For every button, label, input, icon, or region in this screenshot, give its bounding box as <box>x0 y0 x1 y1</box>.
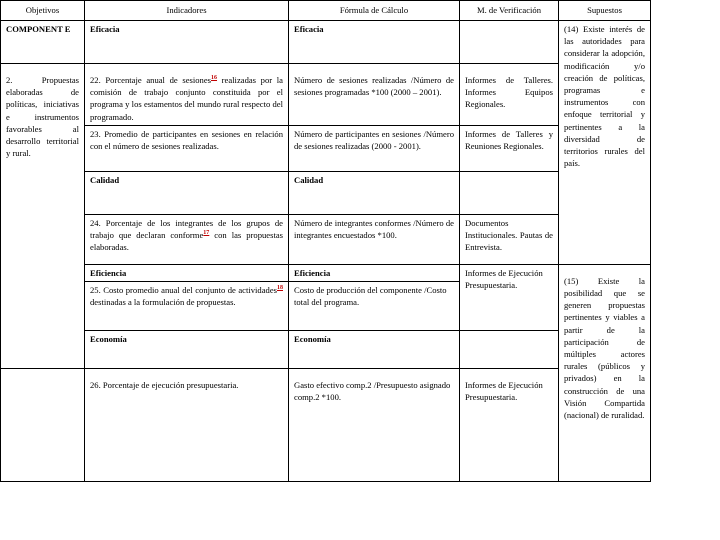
empty-cell <box>460 21 559 64</box>
header-row <box>1 1 651 21</box>
indicator-26 <box>85 369 289 482</box>
table-row <box>1 125 651 171</box>
formula-22 <box>289 64 460 126</box>
verification-22-text: Informes de Talleres. Informes Equipos Regionales. <box>465 75 553 110</box>
header-objetivos: Objetivos <box>1 1 85 21</box>
header-formula: Fórmula de Cálculo <box>289 1 460 21</box>
indicator-24 <box>85 214 289 264</box>
indicator-25-text: 25. Costo promedio anual del conjunto de actividades <box>90 285 277 296</box>
table-row <box>1 264 651 281</box>
section-economia-indicator: Economía <box>85 331 289 369</box>
table-row <box>1 64 651 126</box>
empty-cell <box>460 171 559 214</box>
component-description <box>1 64 85 369</box>
section-economia-formula: Economía <box>289 331 460 369</box>
indicator-24-text-post: con las propuestas elaboradas. <box>90 230 283 253</box>
supuesto-14: (14) Existe interés de las autoridades para considerar la adopción, modificación y/o creación de políticas, programas e instrumentos con enfoque territorial y pertinentes a la diversidad de territorios rurales del país. <box>559 21 651 265</box>
section-calidad-formula: Calidad <box>289 171 460 214</box>
verification-26-text: Informes de Ejecución Presupuestaria. <box>465 380 543 403</box>
verification-24: Documentos Institucionales. Pautas de Entrevista. <box>460 214 559 264</box>
section-eficacia-formula: Eficacia <box>289 21 460 64</box>
section-eficiencia-formula: Eficiencia <box>289 264 460 281</box>
table-row <box>1 331 651 369</box>
header-verificacion: M. de Verificación <box>460 1 559 21</box>
formula-26 <box>289 369 460 482</box>
header-supuestos: Supuestos <box>559 1 651 21</box>
empty-objective-cell <box>1 369 85 482</box>
verification-25: Informes de Ejecución Presupuestaria. <box>460 264 559 330</box>
formula-24: Número de integrantes conformes /Número de integrantes encuestados *100. <box>289 214 460 264</box>
indicator-26-text: 26. Porcentaje de ejecución presupuestaria. <box>90 380 239 391</box>
table-row <box>1 171 651 214</box>
section-calidad-indicator: Calidad <box>85 171 289 214</box>
supuesto-15 <box>559 264 651 481</box>
verification-26 <box>460 369 559 482</box>
footnote-16[interactable]: 16 <box>211 75 218 82</box>
formula-25: Costo de producción del componente /Costo total del programa. <box>289 282 460 331</box>
component-text: 2. Propuestas elaboradas de políticas, iniciativas e instrumentos favorables al desarrollo territorial y rural. <box>6 75 79 159</box>
verification-23: Informes de Talleres y Reuniones Regionales. <box>460 125 559 171</box>
formula-22-text: Número de sesiones realizadas /Número de sesiones programadas *100 (2000 – 2001). <box>294 75 454 98</box>
verification-22 <box>460 64 559 126</box>
formula-26-text: Gasto efectivo comp.2 /Presupuesto asignado comp.2 *100. <box>294 380 451 403</box>
section-eficacia-indicator: Eficacia <box>85 21 289 64</box>
indicator-25 <box>85 282 289 331</box>
header-indicadores: Indicadores <box>85 1 289 21</box>
footnote-18[interactable]: 18 <box>277 285 283 292</box>
indicator-22-text-post: realizadas por la comisión de trabajo conjunto constituida por el programa y los estamentos del mundo rural respecto del programado. <box>90 75 284 122</box>
indicator-22 <box>85 64 289 126</box>
table-row <box>1 214 651 264</box>
supuesto-15-text: (15) Existe la posibilidad que se generen propuestas pertinentes y viables a partir de la participación de múltiples actores rurales (públicos y privados) en la construcción de una Visión Compartida (nacional) de ruralidad. <box>564 275 645 421</box>
empty-cell <box>460 331 559 369</box>
indicator-22-text: 22. Porcentaje anual de sesiones <box>90 75 212 85</box>
section-eficiencia-indicator: Eficiencia <box>85 264 289 281</box>
indicator-25-text-post: destinadas a la formulación de propuestas. <box>90 297 236 308</box>
indicator-23: 23. Promedio de participantes en sesiones en relación con el número de sesiones realizadas. <box>85 125 289 171</box>
formula-23: Número de participantes en sesiones /Número de sesiones realizadas (2000 - 2001). <box>289 125 460 171</box>
footnote-17[interactable]: 17 <box>203 230 210 237</box>
table-row <box>1 369 651 482</box>
table-row <box>1 21 651 64</box>
component-label: COMPONENT E <box>1 21 85 64</box>
indicator-24-text: 24. Porcentaje de los integrantes de los grupos de trabajo que declaran conforme <box>90 217 283 241</box>
